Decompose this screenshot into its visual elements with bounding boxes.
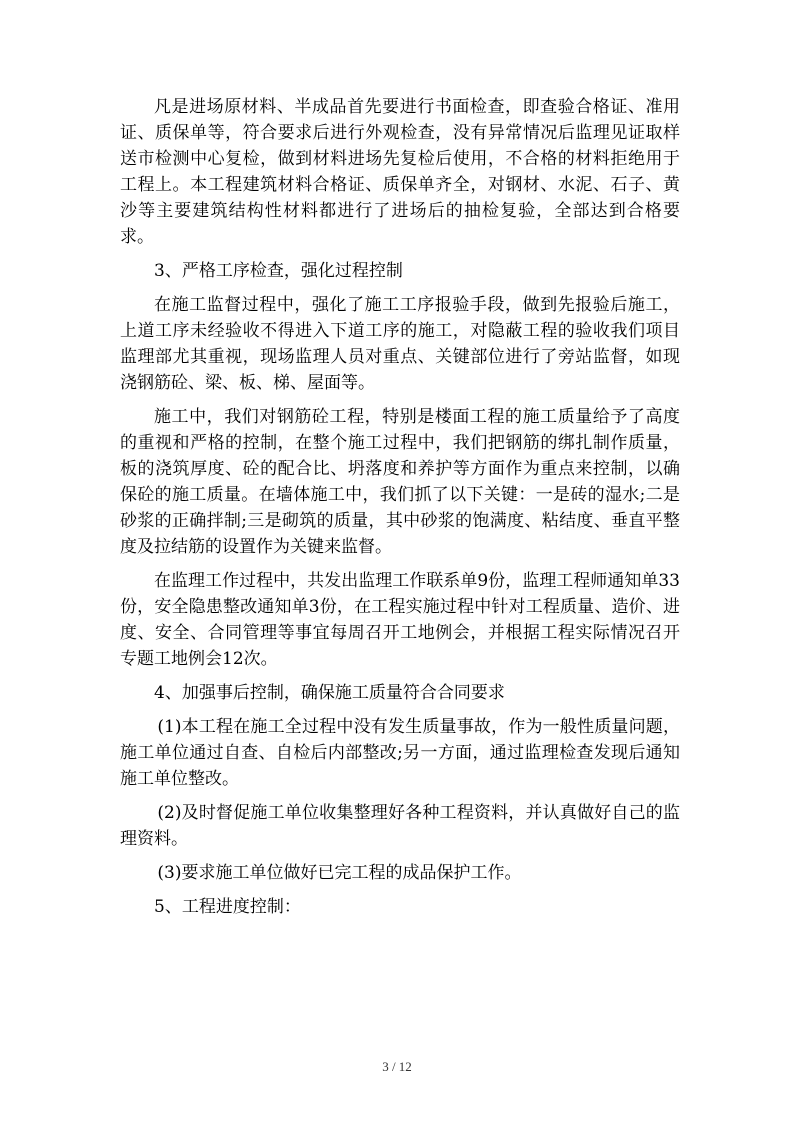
list-item-product-protection: (3)要求施工单位做好已完工程的成品保护工作。 <box>157 863 522 883</box>
paragraph-materials-inspection: 凡是进场原材料、半成品首先要进行书面检查，即查验合格证、准用证、质保单等，符合要求后进行外观检查，没有异常情况后监理见证取样送市检测中心复检，做到材料进场先复检后使用，不合格的材料拒绝用于工程上。本工程建筑材料合格证、质保单齐全，对钢材、水泥、石子、黄沙等主要建筑结构性材料都进行了进场后的抽检复验，全部达到合格要求。 <box>120 97 680 247</box>
section-heading-process-control: 3、严格工序检查，强化过程控制 <box>154 261 403 281</box>
section-heading-progress-control: 5、工程进度控制： <box>154 897 301 917</box>
list-item-collect-documents: (2)及时督促施工单位收集整理好各种工程资料，并认真做好自己的监理资料。 <box>120 803 680 849</box>
list-item-no-accidents: (1)本工程在施工全过程中没有发生质量事故，作为一般性质量问题，施工单位通过自查、自检后内部整改;另一方面，通过监理检查发现后通知施工单位整改。 <box>120 717 680 789</box>
section-heading-post-control: 4、加强事后控制，确保施工质量符合合同要求 <box>154 683 505 703</box>
paragraph-supervision-notices: 在监理工作过程中，共发出监理工作联系单9份，监理工程师通知单33份，安全隐患整改通知单3份，在工程实施过程中针对工程质量、造价、进度、安全、合同管理等事宜每周召开工地例会，并根据工程实际情况召开专题工地例会12次。 <box>120 571 680 669</box>
page-number: 3 / 12 <box>382 1059 412 1074</box>
document-body <box>120 94 680 928</box>
paragraph-construction-supervision: 在施工监督过程中，强化了施工工序报验手段，做到先报验后施工，上道工序未经验收不得进入下道工序的施工，对隐蔽工程的验收我们项目监理部尤其重视，现场监理人员对重点、关键部位进行了旁站监督，如现浇钢筋砼、梁、板、梯、屋面等。 <box>120 295 680 393</box>
paragraph-concrete-control: 施工中，我们对钢筋砼工程，特别是楼面工程的施工质量给予了高度的重视和严格的控制，在整个施工过程中，我们把钢筋的绑扎制作质量，板的浇筑厚度、砼的配合比、坍落度和养护等方面作为重点来控制，以确保砼的施工质量。在墙体施工中，我们抓了以下关键：一是砖的湿水;二是砂浆的正确拌制;三是砌筑的质量，其中砂浆的饱满度、粘结度、垂直平整度及拉结筋的设置作为关键来监督。 <box>120 407 680 557</box>
